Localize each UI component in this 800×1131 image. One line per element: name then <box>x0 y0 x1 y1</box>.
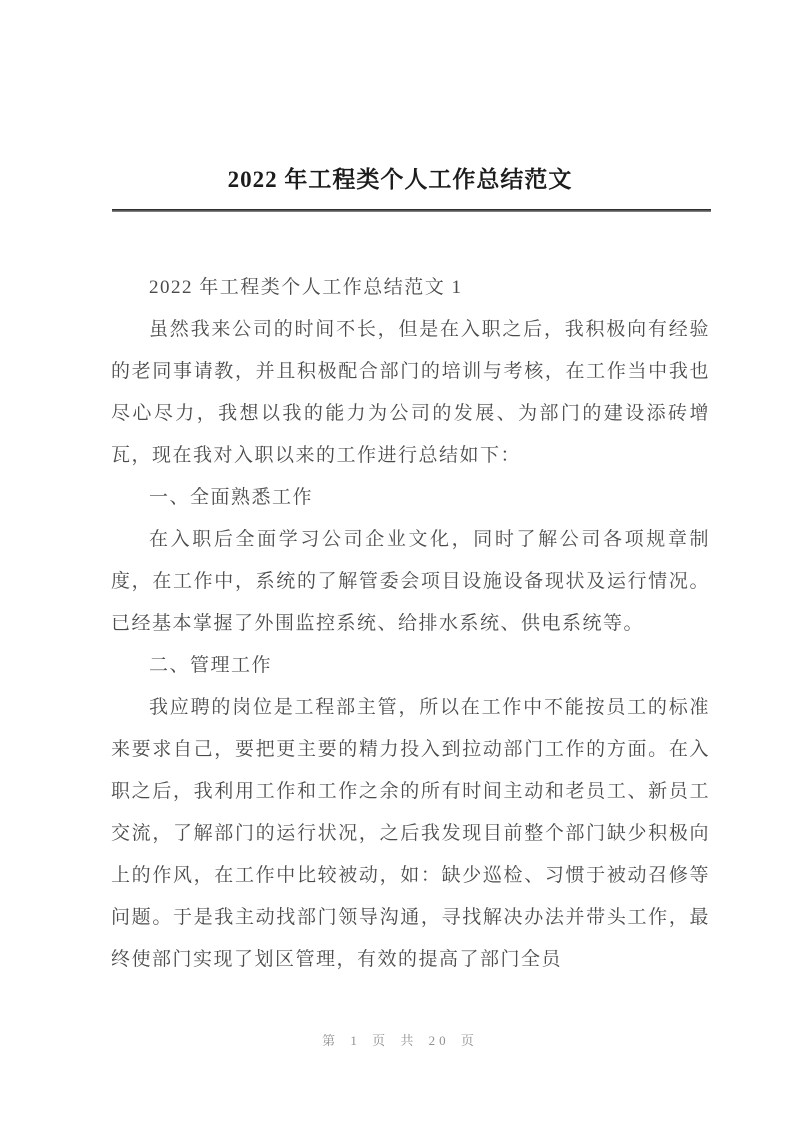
paragraph-section-1: 在入职后全面学习公司企业文化，同时了解公司各项规章制度，在工作中，系统的了解管委会项目设施设备现状及运行情况。已经基本掌握了外围监控系统、给排水系统、供电系统等。 <box>111 529 710 634</box>
document-title: 2022 年工程类个人工作总结范文 <box>227 167 573 192</box>
heading-section-2: 二、管理工作 <box>149 655 273 676</box>
page-number-text: 第 1 页 共 20 页 <box>322 1033 478 1048</box>
document-body <box>111 267 710 982</box>
heading-section-1: 一、全面熟悉工作 <box>149 487 314 508</box>
paragraph-intro: 虽然我来公司的时间不长，但是在入职之后，我积极向有经验的老同事请教，并且积极配合部门的培训与考核，在工作当中我也尽心尽力，我想以我的能力为公司的发展、为部门的建设添砖增瓦，现在我对入职以来的工作进行总结如下： <box>111 319 710 466</box>
paragraph-subtitle: 2022 年工程类个人工作总结范文 1 <box>149 277 463 298</box>
page-footer <box>0 1030 800 1049</box>
title-divider <box>112 209 711 212</box>
paragraph-section-2: 我应聘的岗位是工程部主管，所以在工作中不能按员工的标准来要求自己，要把更主要的精力投入到拉动部门工作的方面。在入职之后，我利用工作和工作之余的所有时间主动和老员工、新员工交流，了解部门的运行状况，之后我发现目前整个部门缺少积极向上的作风，在工作中比较被动，如：缺少巡检、习惯于被动召修等问题。于是我主动找部门领导沟通，寻找解决办法并带头工作，最终使部门实现了划区管理，有效的提高了部门全员 <box>111 697 710 970</box>
